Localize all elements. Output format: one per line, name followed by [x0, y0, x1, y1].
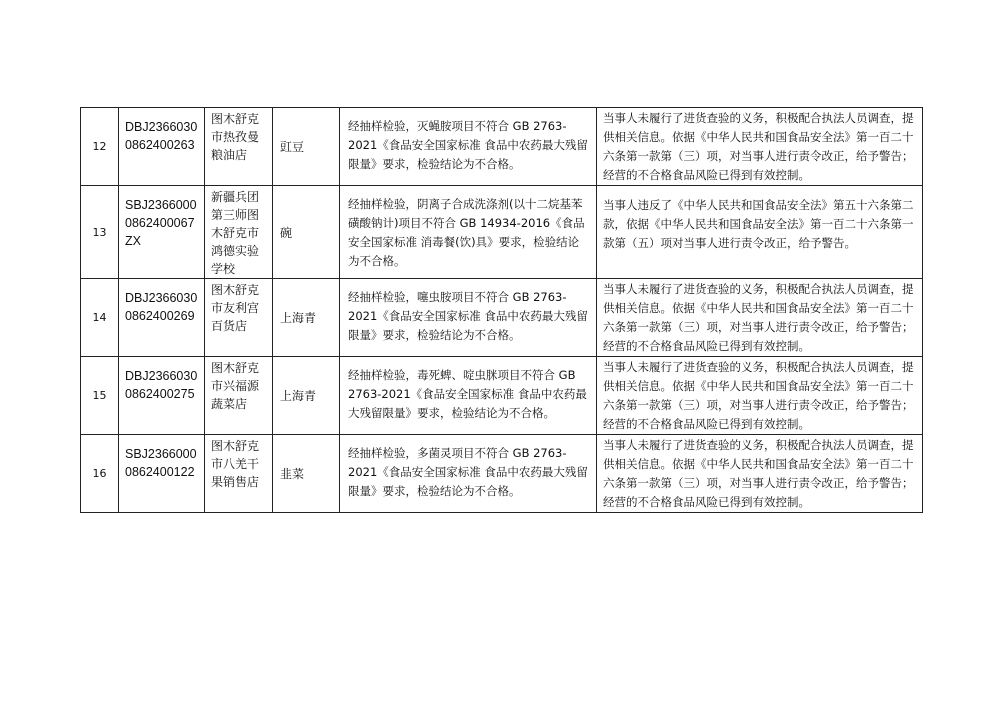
table-row: [81, 357, 923, 435]
row-number-cell: [81, 108, 119, 186]
table-row: [81, 279, 923, 357]
sample-code: SBJ2366000 0862400122: [125, 447, 197, 479]
action-cell: [597, 435, 923, 513]
item-cell: [273, 186, 340, 279]
penalty-action: 当事人未履行了进货查验的义务，积极配合执法人员调查，提供相关信息。依据《中华人民共和国食品安全法》第一百二十六条第一款第（三）项，对当事人进行责令改正，给予警告；经营的不合格食品风险已得到有效控制。: [603, 282, 914, 353]
row-number: 15: [92, 389, 107, 402]
row-number: 13: [92, 225, 107, 239]
action-cell: [597, 108, 923, 186]
result-cell: [340, 435, 597, 513]
item-cell: [273, 279, 340, 357]
penalty-action: 当事人违反了《中华人民共和国食品安全法》第五十六条第二款，依据《中华人民共和国食品安全法》第一百二十六条第一款第（五）项对当事人进行责令改正，给予警告。: [603, 198, 914, 250]
penalty-action: 当事人未履行了进货查验的义务，积极配合执法人员调查，提供相关信息。依据《中华人民共和国食品安全法》第一百二十六条第一款第（三）项，对当事人进行责令改正，给予警告；经营的不合格食品风险已得到有效控制。: [603, 111, 914, 182]
item-name: 韭菜: [280, 467, 305, 481]
row-number: 12: [92, 140, 107, 153]
action-cell: [597, 279, 923, 357]
table-row: [81, 108, 923, 186]
inspection-result: 经抽样检验，灭蝇胺项目不符合 GB 2763-2021《食品安全国家标准 食品中农药最大残留限量》要求，检验结论为不合格。: [348, 119, 588, 171]
party-cell: [205, 435, 273, 513]
party-cell: [205, 186, 273, 279]
party-name: 图木舒克市八羌干果销售店: [211, 439, 260, 489]
sample-code: SBJ2366000 0862400067 ZX: [125, 198, 197, 248]
party-cell: [205, 279, 273, 357]
table-row: [81, 435, 923, 513]
row-number: 14: [92, 311, 107, 324]
sample-code-cell: [119, 279, 205, 357]
party-name: 图木舒克市热孜曼粮油店: [211, 112, 260, 162]
row-number-cell: [81, 186, 119, 279]
item-name: 上海青: [280, 389, 317, 403]
party-name: 新疆兵团第三师图木舒克市鸿德实验学校: [211, 190, 260, 276]
item-cell: [273, 357, 340, 435]
row-number-cell: [81, 435, 119, 513]
party-cell: [205, 108, 273, 186]
sample-code-cell: [119, 186, 205, 279]
result-cell: [340, 279, 597, 357]
result-cell: [340, 186, 597, 279]
party-name: 图木舒克市友利宫百货店: [211, 283, 260, 333]
sample-code: DBJ2366030 0862400269: [125, 291, 198, 323]
inspection-result: 经抽样检验，阴离子合成洗涤剂(以十二烷基苯磺酸钠计)项目不符合 GB 14934-2016《食品安全国家标准 消毒餐(饮)具》要求，检验结论为不合格。: [348, 197, 585, 268]
row-number-cell: [81, 357, 119, 435]
inspection-result: 经抽样检验，毒死蜱、啶虫脒项目不符合 GB 2763-2021《食品安全国家标准 食品中农药最大残留限量》要求，检验结论为不合格。: [348, 368, 587, 420]
row-number: 16: [92, 467, 107, 480]
party-cell: [205, 357, 273, 435]
item-cell: [273, 435, 340, 513]
sample-code-cell: [119, 357, 205, 435]
item-name: 豇豆: [280, 140, 305, 154]
sample-code-cell: [119, 108, 205, 186]
action-cell: [597, 357, 923, 435]
table-row: [81, 186, 923, 279]
sample-code-cell: [119, 435, 205, 513]
penalty-action: 当事人未履行了进货查验的义务，积极配合执法人员调查，提供相关信息。依据《中华人民共和国食品安全法》第一百二十六条第一款第（三）项，对当事人进行责令改正，给予警告；经营的不合格食品风险已得到有效控制。: [603, 438, 914, 509]
result-cell: [340, 357, 597, 435]
penalty-table: [80, 107, 923, 513]
item-cell: [273, 108, 340, 186]
result-cell: [340, 108, 597, 186]
action-cell: [597, 186, 923, 279]
inspection-result: 经抽样检验，噻虫胺项目不符合 GB 2763-2021《食品安全国家标准 食品中农药最大残留限量》要求，检验结论为不合格。: [348, 290, 588, 342]
sample-code: DBJ2366030 0862400263: [125, 120, 198, 152]
item-name: 上海青: [280, 311, 317, 325]
row-number-cell: [81, 279, 119, 357]
party-name: 图木舒克市兴福源蔬菜店: [211, 361, 260, 411]
item-name: 碗: [280, 225, 293, 240]
sample-code: DBJ2366030 0862400275: [125, 369, 198, 401]
penalty-action: 当事人未履行了进货查验的义务，积极配合执法人员调查，提供相关信息。依据《中华人民共和国食品安全法》第一百二十六条第一款第（三）项，对当事人进行责令改正，给予警告；经营的不合格食品风险已得到有效控制。: [603, 360, 914, 431]
inspection-result: 经抽样检验，多菌灵项目不符合 GB 2763-2021《食品安全国家标准 食品中农药最大残留限量》要求，检验结论为不合格。: [348, 446, 588, 498]
